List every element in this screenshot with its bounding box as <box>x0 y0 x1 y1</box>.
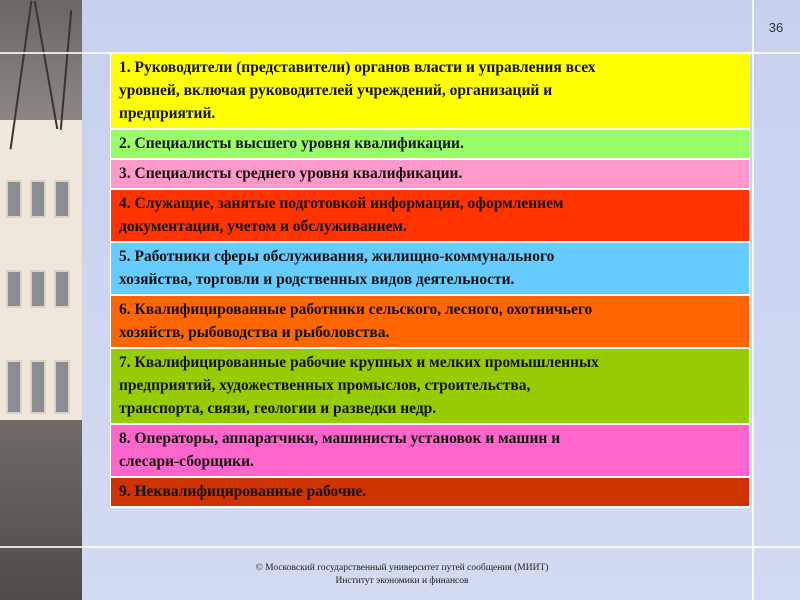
list-item-line: 9. Неквалифицированные рабочие. <box>119 483 367 500</box>
list-item-line: 1. Руководители (представители) органов власти и управления всех <box>119 59 596 76</box>
list-item <box>111 54 749 130</box>
list-item-line: хозяйства, торговли и родственных видов деятельности. <box>119 271 515 288</box>
building-photo <box>0 0 82 600</box>
footer-line-2: Институт экономики и финансов <box>335 576 469 586</box>
list-item-line: слесари-сборщики. <box>119 453 254 470</box>
list-item <box>111 243 749 296</box>
list-item <box>111 190 749 243</box>
list-item-line: документации, учетом и обслуживанием. <box>119 218 407 235</box>
occupation-list <box>110 54 750 508</box>
list-item-line: 7. Квалифицированные рабочие крупных и мелких промышленных <box>119 354 599 371</box>
divider-right <box>752 0 754 600</box>
list-item-line: 6. Квалифицированные работники сельского, лесного, охотничьего <box>119 301 593 318</box>
divider-bottom <box>0 546 800 548</box>
list-item <box>111 478 749 508</box>
list-item-line: 3. Специалисты среднего уровня квалификации. <box>119 165 463 182</box>
list-item-line: уровней, включая руководителей учреждений, организаций и <box>119 82 553 99</box>
list-item-line: транспорта, связи, геологии и разведки недр. <box>119 400 437 417</box>
footer <box>82 562 722 588</box>
list-item-line: предприятий, художественных промыслов, строительства, <box>119 377 531 394</box>
list-item <box>111 130 749 160</box>
list-item-line: 4. Служащие, занятые подготовкой информации, оформлением <box>119 195 564 212</box>
slide-number: 36 <box>768 20 784 35</box>
list-item <box>111 425 749 478</box>
list-item-line: 8. Операторы, аппаратчики, машинисты установок и машин и <box>119 430 561 447</box>
list-item-line: 5. Работники сферы обслуживания, жилищно-коммунального <box>119 248 555 265</box>
list-item <box>111 296 749 349</box>
list-item <box>111 160 749 190</box>
list-item <box>111 349 749 425</box>
list-item-line: хозяйств, рыбоводства и рыболовства. <box>119 324 390 341</box>
footer-line-1: © Московский государственный университет путей сообщения (МИИТ) <box>255 563 549 573</box>
list-item-line: 2. Специалисты высшего уровня квалификации. <box>119 135 464 152</box>
list-item-line: предприятий. <box>119 105 216 122</box>
